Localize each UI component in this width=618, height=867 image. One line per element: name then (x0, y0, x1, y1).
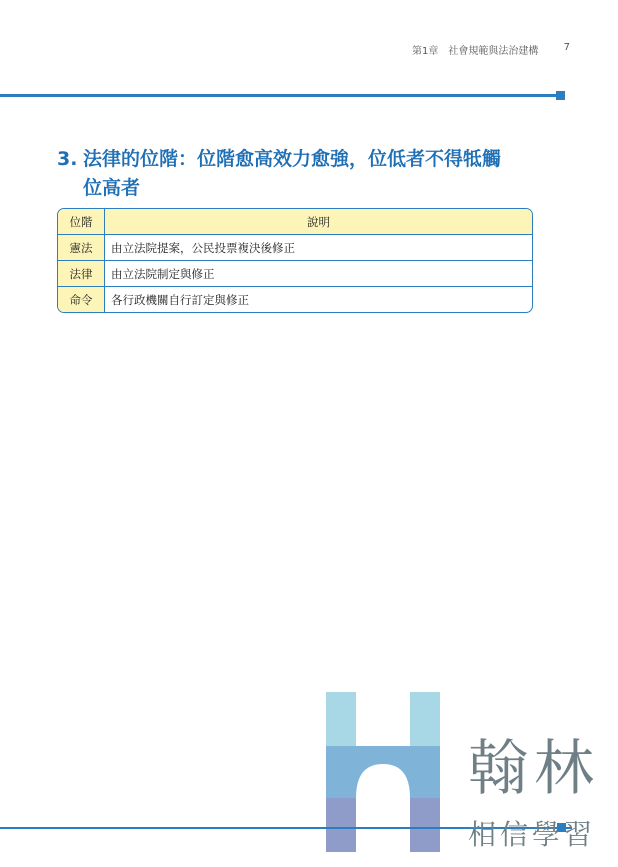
publisher-name: 翰林 (468, 734, 600, 804)
table-cell-rank: 命令 (58, 287, 105, 313)
table-cell-description: 由立法院制定與修正 (105, 261, 533, 287)
table-row (58, 287, 532, 313)
top-rule (0, 94, 557, 97)
page-number: 7 (563, 42, 570, 53)
table-cell-description: 各行政機關自行訂定與修正 (111, 292, 249, 307)
table-cell-rank: 法律 (58, 261, 105, 287)
table-header-description: 說明 (105, 209, 533, 235)
table-header-rank: 位階 (58, 209, 105, 235)
chapter-title: 第1章 社會規範與法治建構 (412, 46, 539, 57)
table-cell-description: 由立法院提案，公民投票複決後修正 (105, 235, 533, 261)
hierarchy-table (57, 208, 533, 313)
table-row (58, 261, 532, 287)
table-header-row (58, 209, 532, 235)
section-number: 3. (57, 148, 78, 170)
table-row (58, 235, 532, 261)
table-cell-rank: 憲法 (58, 235, 105, 261)
section-heading (57, 145, 547, 203)
top-rule-marker (556, 91, 565, 100)
publisher-tagline: 相信學習 (468, 818, 597, 851)
section-title-line2: 位高者 (83, 177, 141, 199)
section-title-line1: 法律的位階：位階愈高效力愈強，位低者不得牴觸 (83, 148, 502, 170)
